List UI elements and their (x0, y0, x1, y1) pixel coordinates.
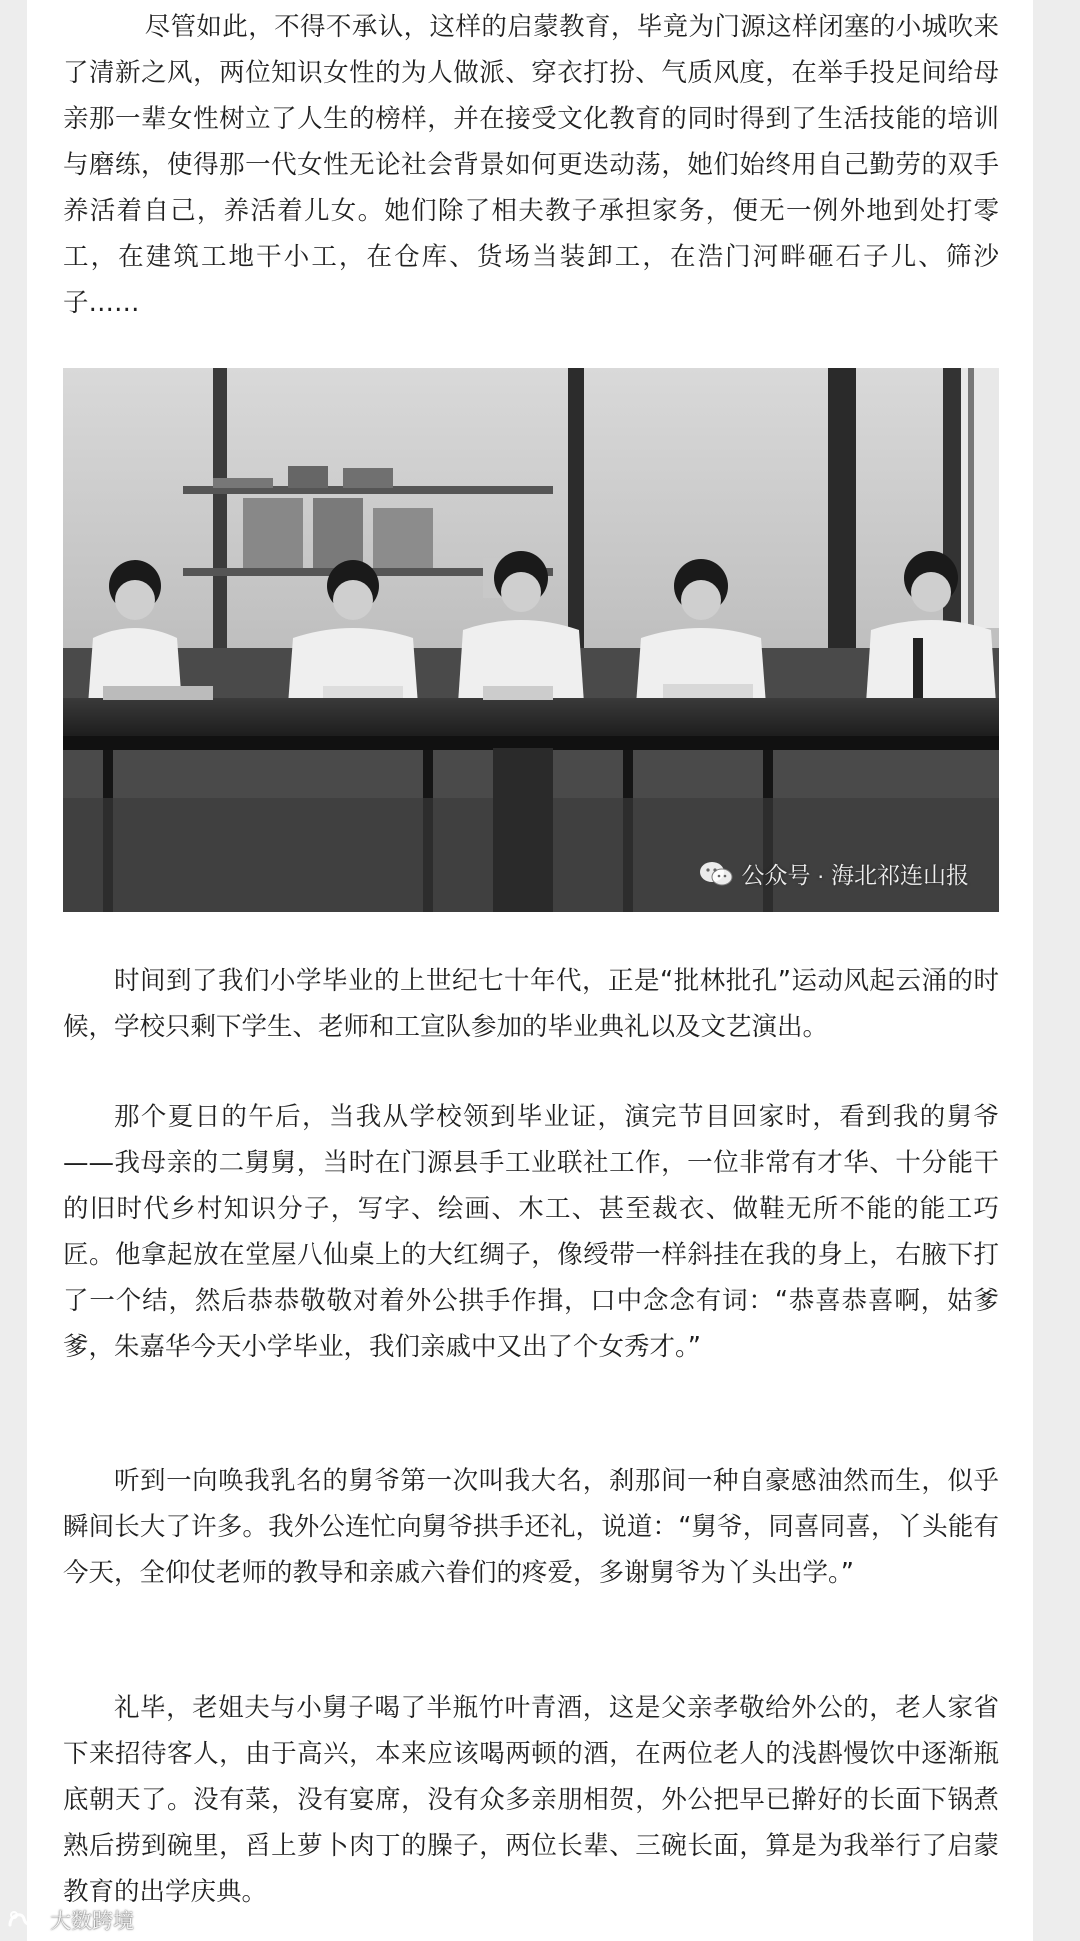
left-margin (0, 0, 27, 1941)
corner-watermark-text: 大数跨境 (50, 1910, 134, 1933)
right-margin (1033, 0, 1080, 1941)
photo-watermark (698, 857, 969, 890)
corner-watermark (6, 1905, 134, 1935)
historical-photo[interactable] (63, 368, 999, 912)
wechat-icon (698, 860, 734, 888)
photo-watermark-text: 公众号 · 海北祁连山报 (741, 862, 969, 888)
paragraph-2: 时间到了我们小学毕业的上世纪七十年代，正是“批林批孔”运动风起云涌的时候，学校只剩下学生、老师和工宣队参加的毕业典礼以及文艺演出。 (63, 966, 999, 1042)
article-page (27, 0, 1033, 1941)
paragraph-5: 礼毕，老姐夫与小舅子喝了半瓶竹叶青酒，这是父亲孝敬给外公的，老人家省下来招待客人，由于高兴，本来应该喝两顿的酒，在两位老人的浅斟慢饮中逐渐瓶底朝天了。没有菜，没有宴席，没有众多亲朋相贺，外公把早已擀好的长面下锅煮熟后捞到碗里，舀上萝卜肉丁的臊子，两位长辈、三碗长面，算是为我举行了启蒙教育的出学庆典。 (63, 1693, 999, 1907)
paragraph-3: 那个夏日的午后，当我从学校领到毕业证，演完节目回家时，看到我的舅爷——我母亲的二舅舅，当时在门源县手工业联社工作，一位非常有才华、十分能干的旧时代乡村知识分子，写字、绘画、木工、甚至裁衣、做鞋无所不能的能工巧匠。他拿起放在堂屋八仙桌上的大红绸子，像绶带一样斜挂在我的身上，右腋下打了一个结，然后恭恭敬敬对着外公拱手作揖，口中念念有词：“恭喜恭喜啊，姑爹爹，朱嘉华今天小学毕业，我们亲戚中又出了个女秀才。” (63, 1102, 999, 1362)
brand-logo-icon (6, 1907, 46, 1933)
paragraph-4: 听到一向唤我乳名的舅爷第一次叫我大名，刹那间一种自豪感油然而生，似乎瞬间长大了许多。我外公连忙向舅爷拱手还礼，说道：“舅爷，同喜同喜，丫头能有今天，全仰仗老师的教导和亲戚六眷们的疼爱，多谢舅爷为丫头出学。” (63, 1466, 999, 1588)
paragraph-1: 尽管如此，不得不承认，这样的启蒙教育，毕竟为门源这样闭塞的小城吹来了清新之风，两位知识女性的为人做派、穿衣打扮、气质风度，在举手投足间给母亲那一辈女性树立了人生的榜样，并在接受文化教育的同时得到了生活技能的培训与磨练，使得那一代女性无论社会背景如何更迭动荡，她们始终用自己勤劳的双手养活着自己，养活着儿女。她们除了相夫教子承担家务，便无一例外地到处打零工，在建筑工地干小工，在仓库、货场当装卸工，在浩门河畔砸石子儿、筛沙子…… (63, 12, 999, 318)
photo-illustration (63, 368, 999, 912)
